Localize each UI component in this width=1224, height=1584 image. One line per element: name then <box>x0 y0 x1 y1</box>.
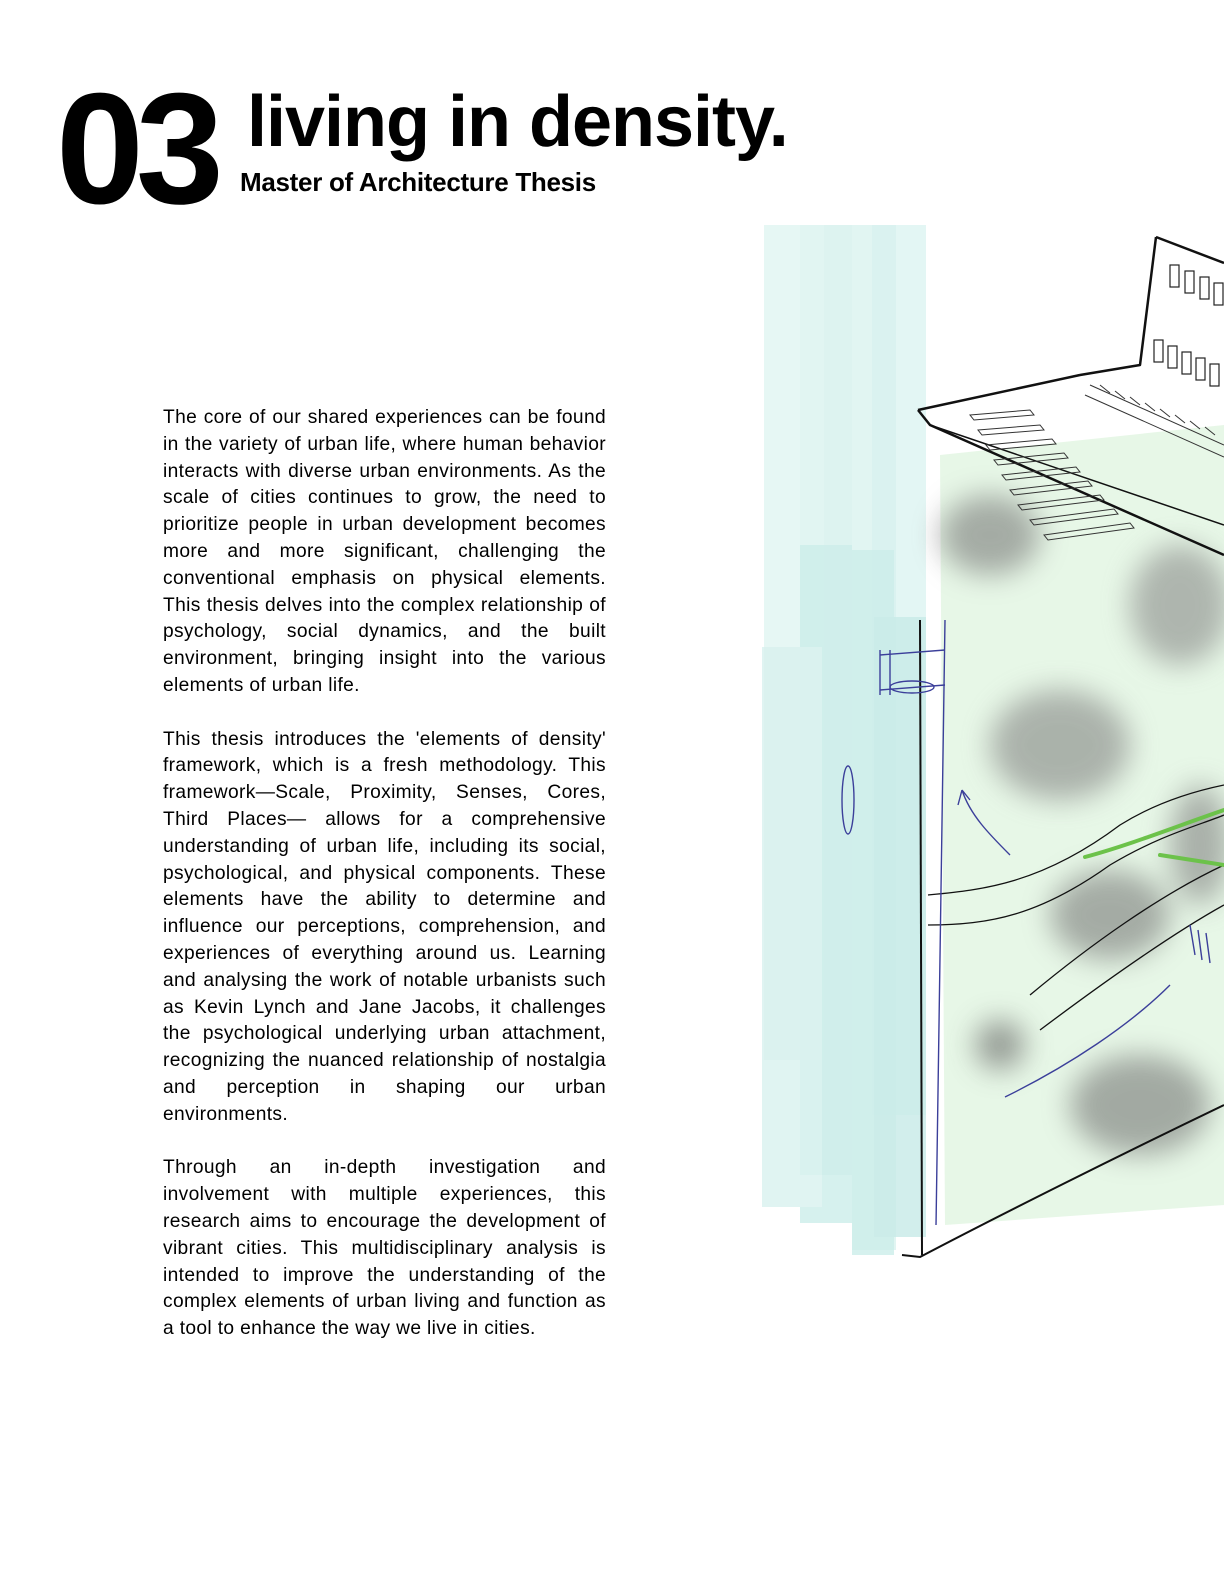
architectural-sketch-icon <box>740 225 1224 1275</box>
page-subtitle: Master of Architecture Thesis <box>240 167 596 197</box>
page-title: living in density. <box>247 82 788 162</box>
building-windows <box>1154 265 1223 386</box>
paragraph-2: This thesis introduces the 'elements of density' framework, which is a fresh methodology. This framework—Scale, Proximity, Senses, Cores, Third Places— allows for a comprehensive understanding of urban life, including its social, psychological, and physical components. These elements have the ability to determine and influence our perceptions, comprehension, and experiences of everything around us. Learning and analysing the work of notable urbanists such as Kevin Lynch and Jane Jacobs, it challenges the psychological underlying urban attachment, recognizing the nuanced relationship of nostalgia and perception in shaping our urban environments. <box>163 728 606 1125</box>
body-text <box>163 405 606 1370</box>
paragraph-1: The core of our shared experiences can be found in the variety of urban life, where human behavior interacts with diverse urban environments. As the scale of cities continues to grow, the need to prioritize people in urban development becomes more and more significant, challenging the conventional emphasis on physical elements. This thesis delves into the complex relationship of psychology, social dynamics, and the built environment, bringing insight into the various elements of urban life. <box>163 407 606 696</box>
paragraph-3: Through an in-depth investigation and involvement with multiple experiences, this research aims to encourage the development of vibrant cities. This multidisciplinary analysis is intended to improve the understanding of the complex elements of urban living and function as a tool to enhance the way we live in cities. <box>163 1157 606 1340</box>
chapter-number: 03 <box>56 61 216 237</box>
